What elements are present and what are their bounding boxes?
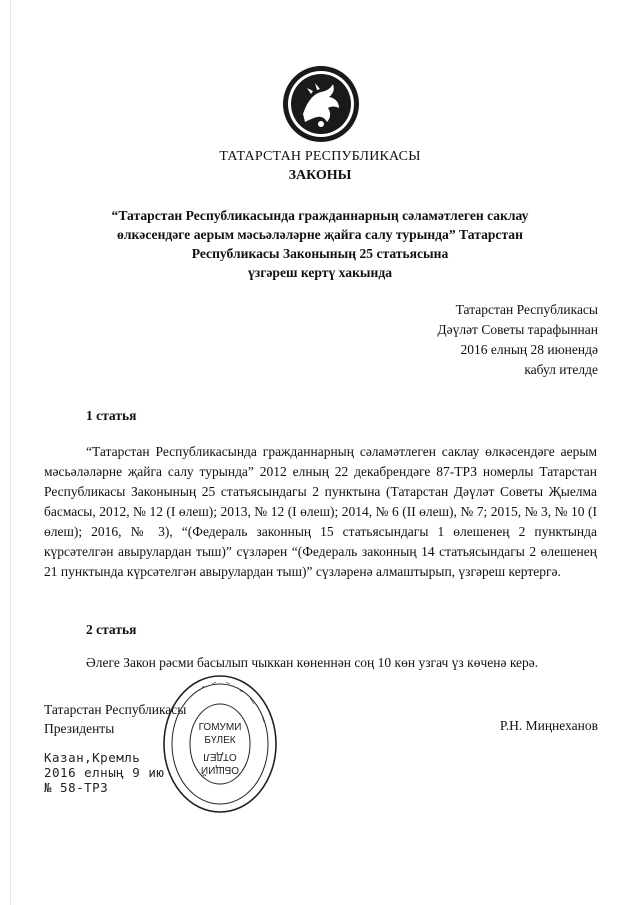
stamp-line: 2016 елның 9 ию [44, 765, 165, 780]
article-1-heading: 1 статья [86, 408, 137, 423]
article-2-text [44, 653, 597, 673]
coat-of-arms-emblem [281, 64, 361, 144]
official-seal [160, 672, 280, 817]
adoption-line: Татарстан Республикасы [455, 302, 598, 317]
law-title [0, 206, 640, 282]
adoption-line: 2016 елның 28 июнендә [460, 342, 598, 357]
stamp-line: № 58-ТРЗ [44, 780, 109, 795]
seal-text: ГОМУМИ [198, 722, 242, 733]
law-title-line: үзгәреш кертү хакында [247, 265, 393, 280]
scan-edge-line [10, 0, 11, 905]
seal-text: ОТДЕЛ [203, 751, 237, 762]
article-1-body: “Татарстан Республикасында гражданнарның сәламәтлеген саклау өлкәсендәге аерым мәсьәләләрне җайга салу турында” 2012 елның 22 декабрендәге 87-ТРЗ номерлы Татарстан Республикасы Законының 25 статьясындагы 2 пунктына (Татарстан Дәүләт Советы Җыелма басмасы, 2012, № 12 (I өлеш); 2013, № 12 (I өлеш); 2014, № 6 (II өлеш), № 7; 2015, № 3, № 10 (I өлеш); 2016, № 3), “(Федераль законның 15 статьясындагы 1 өлешенең 2 пунктында күрсәтелгән авырулардан тыш)” сүзләрен “(Федераль законның 14 статьясындагы 2 өлешенең 21 пунктында күрсәтелгән авырулардан тыш)” сүзләренә алмаштырып, үзгәреш кертергә. [44, 444, 597, 579]
law-title-line: Республикасы Законының 25 статьясына [191, 246, 449, 261]
seal-text: БҮЛЕК [204, 735, 236, 746]
article-2-body: Әлеге Закон рәсми басылып чыккан көненнән соң 10 көн узгач үз көченә керә. [86, 655, 539, 670]
adoption-line: кабул ителде [524, 362, 598, 377]
law-title-line: өлкәсендәге аерым мәсьәләләрне җайга салу турында” Татарстан [117, 227, 523, 242]
adoption-note [437, 300, 598, 380]
registration-stamp [44, 750, 164, 795]
signatory-line: Президенты [44, 721, 115, 736]
law-heading: ЗАКОНЫ [288, 168, 352, 183]
stamp-line: Казан,Кремль [44, 750, 141, 765]
article-1-text [44, 442, 597, 582]
article-2-heading: 2 статья [86, 622, 137, 637]
republic-heading: ТАТАРСТАН РЕСПУБЛИКАСЫ [219, 149, 421, 164]
seal-text: ОБЩИЙ [200, 764, 240, 775]
law-title-line: “Татарстан Республикасында гражданнарның сәламәтлеген саклау [111, 208, 529, 223]
signatory-line: Татарстан Республикасы [44, 702, 187, 717]
adoption-line: Дәүләт Советы тарафыннан [437, 322, 598, 337]
signatory-name: Р.Н. Миңнеханов [499, 718, 598, 733]
